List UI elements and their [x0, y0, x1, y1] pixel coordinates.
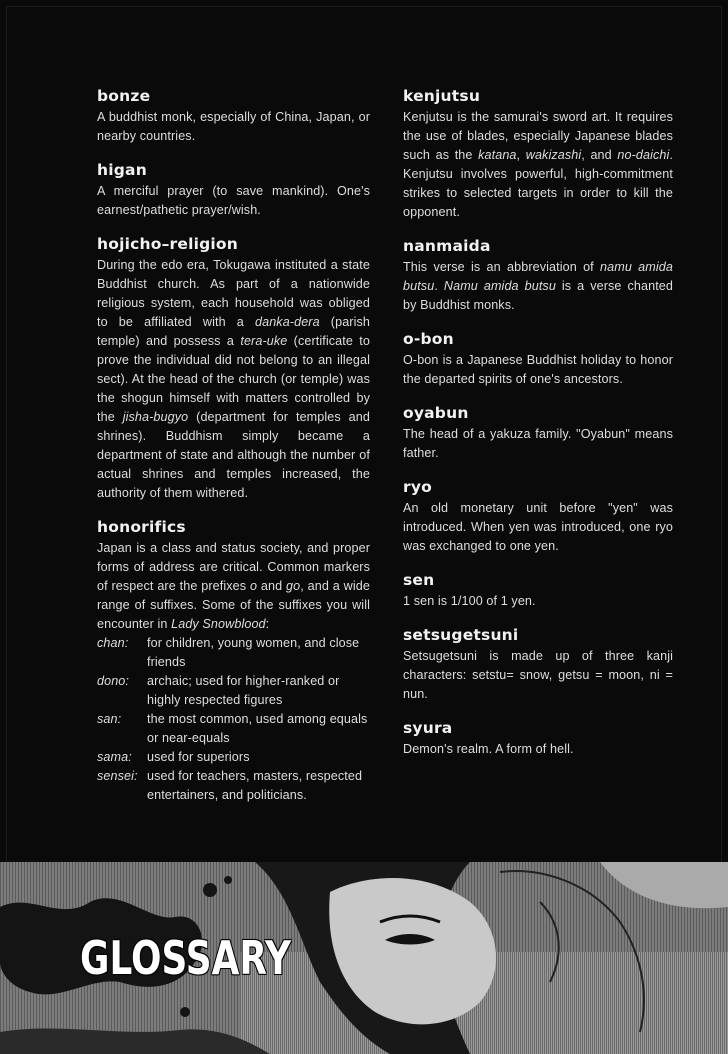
term-definition: O-bon is a Japanese Buddhist holiday to honor the departed spirits of one's ancestors. — [403, 353, 673, 386]
entry-o-bon — [403, 329, 673, 389]
term-definition: Kenjutsu is the samurai's sword art. It requires the use of blades, especially Japanese blades such as the katana, wakizashi, and no-daichi. Kenjutsu involves powerful, high-commitment strikes to selected targets in order to kill the opponent. — [403, 110, 673, 219]
ink-drop — [203, 883, 217, 897]
term-title: honorifics — [97, 518, 186, 536]
term-definition: Japan is a class and status society, and proper forms of address are critical. Common markers of respect are the prefixes o and go, and a wide range of suffixes. Some of the suffixes you will encounter in Lady Snowblood: — [97, 541, 370, 631]
term-title: kenjutsu — [403, 87, 481, 105]
term-definition: 1 sen is 1/100 of 1 yen. — [403, 594, 536, 608]
entry-sen — [403, 570, 673, 611]
term-definition: The head of a yakuza family. "Oyabun" means father. — [403, 427, 673, 460]
glossary-right-column — [403, 86, 673, 773]
suffix-row — [97, 672, 370, 710]
suffix-meaning: the most common, used among equals or near-equals — [147, 712, 368, 745]
suffix-row — [97, 767, 370, 805]
suffix-meaning: used for teachers, masters, respected entertainers, and politicians. — [147, 769, 363, 802]
suffix-meaning: used for superiors — [147, 750, 250, 764]
term-definition: A merciful prayer (to save mankind). One's earnest/pathetic prayer/wish. — [97, 184, 370, 217]
entry-bonze — [97, 86, 370, 146]
term-title: higan — [97, 161, 147, 179]
term-title: nanmaida — [403, 237, 491, 255]
term-title: oyabun — [403, 404, 469, 422]
suffix-key: dono: — [97, 674, 130, 688]
entry-honorifics — [97, 517, 370, 805]
page-title: GLOSSARY — [80, 931, 292, 985]
suffix-key: sensei: — [97, 769, 138, 783]
entry-higan — [97, 160, 370, 220]
suffix-meaning: for children, young women, and close friends — [147, 636, 360, 669]
suffix-row — [97, 748, 370, 767]
entry-setsugetsuni — [403, 625, 673, 704]
entry-ryo — [403, 477, 673, 556]
term-title: sen — [403, 571, 435, 589]
term-definition: A buddhist monk, especially of China, Japan, or nearby countries. — [97, 110, 370, 143]
suffix-row — [97, 710, 370, 748]
term-title: setsugetsuni — [403, 626, 519, 644]
entry-oyabun — [403, 403, 673, 463]
term-title: bonze — [97, 87, 151, 105]
suffix-table — [97, 634, 370, 805]
term-definition: This verse is an abbreviation of namu amida butsu. Namu amida butsu is a verse chanted by Buddhist monks. — [403, 260, 674, 312]
suffix-key: san: — [97, 712, 122, 726]
term-definition: Demon's realm. A form of hell. — [403, 742, 574, 756]
entry-nanmaida — [403, 236, 673, 315]
suffix-row — [97, 634, 370, 672]
term-title: syura — [403, 719, 453, 737]
entry-syura — [403, 718, 673, 759]
glossary-left-column — [97, 86, 370, 819]
suffix-meaning: archaic; used for higher-ranked or highly respected figures — [147, 674, 340, 707]
entry-hojicho-religion — [97, 234, 370, 503]
term-title: hojicho–religion — [97, 235, 239, 253]
term-definition: Setsugetsuni is made up of three kanji characters: setstu= snow, getsu = moon, ni = nun. — [403, 649, 673, 701]
suffix-key: chan: — [97, 636, 129, 650]
ink-drop — [180, 1007, 190, 1017]
entry-kenjutsu — [403, 86, 673, 222]
suffix-key: sama: — [97, 750, 132, 764]
term-definition: During the edo era, Tokugawa instituted a state Buddhist church. As part of a nationwide religious system, each household was obliged to be affiliated with a danka-dera (parish temple) and possess a tera-uke (certificate to prove the individual did not belong to an illegal sect). At the head of the church (or temple) was the shogun himself with matters controlled by the jisha-bugyo (department for temples and shrines). Buddhism simply became a department of state and although the number of actual shrines and temples increased, the authority of them withered. — [97, 258, 370, 500]
term-definition: An old monetary unit before "yen" was introduced. When yen was introduced, one ryo was exchanged to one yen. — [403, 501, 673, 553]
term-title: ryo — [403, 478, 432, 496]
ink-drop — [224, 876, 232, 884]
term-title: o-bon — [403, 330, 454, 348]
